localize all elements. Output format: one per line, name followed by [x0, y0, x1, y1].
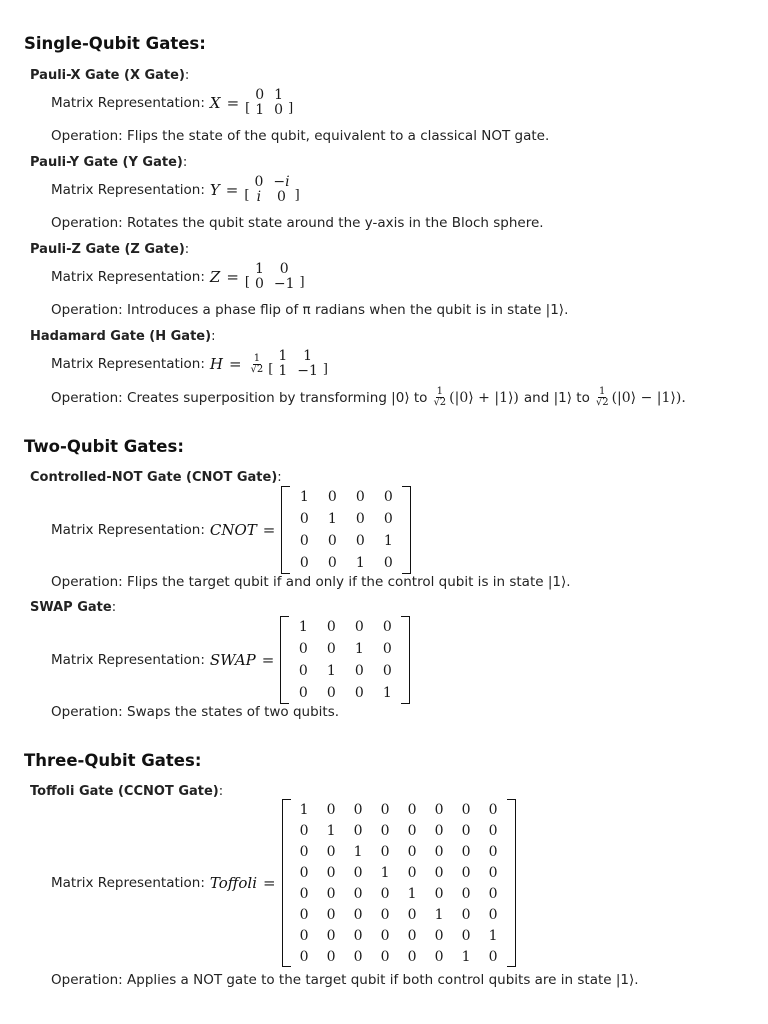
matrix-cell: 0: [326, 864, 336, 881]
frac-numerator: 1: [599, 386, 606, 397]
matrix-cell: 0: [383, 555, 393, 571]
left-bracket: [282, 799, 291, 967]
matrix-cell: 0: [279, 261, 289, 277]
frac-denominator: √2: [250, 363, 264, 375]
matrix-label: Matrix Representation:: [51, 269, 205, 285]
matrix-cell: 1: [326, 663, 336, 679]
matrix-cell: 0: [488, 906, 498, 923]
matrix-row-pauli-y: [51, 175, 300, 205]
equals-sign: =: [262, 521, 276, 539]
matrix-table: [289, 616, 401, 704]
matrix-row: [273, 364, 323, 379]
gate-name-pauli-y: Pauli-Y Gate (Y Gate):: [30, 155, 188, 170]
matrix-row: [291, 841, 507, 862]
matrix-cell: 0: [299, 822, 309, 839]
right-bracket: ]: [322, 362, 328, 377]
matrix-cell: 0: [407, 948, 417, 965]
gate-name-cnot: Controlled-NOT Gate (CNOT Gate):: [30, 470, 282, 485]
matrix-cell: 1: [255, 102, 265, 118]
matrix-cell: 0: [380, 801, 390, 818]
left-bracket: [: [268, 362, 274, 377]
matrix-row: [291, 820, 507, 841]
matrix-cell: 0: [254, 174, 264, 190]
right-bracket: [402, 486, 411, 574]
operation-pauli-x: Operation: Flips the state of the qubit, equivalent to a classical NOT gate.: [51, 128, 550, 144]
matrix-cell: 0: [407, 801, 417, 818]
gate-name-text: Controlled-NOT Gate (CNOT Gate): [30, 470, 278, 485]
matrix-cell: i: [256, 189, 262, 205]
matrix-label: Matrix Representation:: [51, 95, 205, 111]
frac-1: [432, 387, 447, 408]
gate-name-swap: SWAP Gate:: [30, 600, 117, 615]
left-bracket: [280, 616, 289, 704]
matrix-cell: 0: [383, 489, 393, 505]
gate-name-text: Pauli-Y Gate (Y Gate): [30, 155, 183, 170]
matrix-cell: 1: [274, 87, 284, 103]
matrix-row: [291, 925, 507, 946]
operation-text-2: and |1⟩ to: [523, 389, 590, 406]
matrix-pauli-x: [245, 88, 293, 118]
matrix-cnot: [281, 486, 411, 574]
matrix-cell: 0: [380, 822, 390, 839]
matrix-table: [290, 486, 402, 574]
ket-sum: (|0⟩ + |1⟩): [449, 389, 519, 406]
left-bracket: [: [245, 101, 251, 116]
matrix-cell: 0: [274, 102, 284, 118]
matrix-cell: 0: [326, 843, 336, 860]
matrix-cell: 1: [383, 533, 393, 549]
matrix-cell: 0: [461, 822, 471, 839]
matrix-row: [290, 530, 402, 552]
matrix-cell: 0: [380, 885, 390, 902]
hadamard-prefactor: [250, 354, 265, 375]
matrix-row: [291, 799, 507, 820]
frac-numerator: 1: [253, 352, 261, 364]
matrix-cell: 0: [353, 906, 363, 923]
matrix-cell: 1: [461, 948, 471, 965]
matrix-cell: 0: [407, 822, 417, 839]
operation-pauli-z: Operation: Introduces a phase flip of π radians when the qubit is in state |1⟩.: [51, 302, 569, 318]
matrix-cell: 0: [353, 885, 363, 902]
frac-denominator: √2: [433, 397, 447, 408]
left-bracket: [: [244, 188, 250, 203]
matrix-cell: 0: [326, 948, 336, 965]
section-title-single-qubit: Single-Qubit Gates:: [24, 34, 206, 53]
matrix-cell: 1: [354, 641, 364, 657]
matrix-toffoli: [282, 799, 516, 967]
matrix-cell: 0: [299, 511, 309, 527]
matrix-cell: 0: [299, 864, 309, 881]
matrix-cell: 0: [326, 685, 336, 701]
matrix-cell: 0: [299, 948, 309, 965]
matrix-row: [289, 660, 401, 682]
matrix-cell: 0: [488, 843, 498, 860]
matrix-cell: 0: [299, 843, 309, 860]
left-bracket: [: [244, 275, 250, 290]
equals-sign: =: [228, 355, 242, 373]
matrix-row: [291, 862, 507, 883]
matrix-cell: 0: [434, 864, 444, 881]
matrix-cell: 0: [355, 511, 365, 527]
matrix-cell: 0: [382, 619, 392, 635]
matrix-row: [250, 262, 300, 277]
matrix-cell: 0: [382, 641, 392, 657]
matrix-cell: 0: [353, 927, 363, 944]
matrix-cell: 0: [298, 685, 308, 701]
matrix-cell: 0: [383, 511, 393, 527]
right-bracket: [507, 799, 516, 967]
matrix-row-hadamard: [51, 349, 328, 379]
matrix-cell: 0: [298, 641, 308, 657]
matrix-cell: 0: [488, 948, 498, 965]
matrix-label: Matrix Representation:: [51, 652, 205, 668]
gate-name-toffoli: Toffoli Gate (CCNOT Gate):: [30, 784, 224, 799]
matrix-cell: −1: [273, 276, 295, 292]
matrix-cell: 0: [353, 948, 363, 965]
matrix-cell: −1: [297, 363, 318, 379]
matrix-cell: 0: [407, 906, 417, 923]
matrix-cell: 1: [407, 885, 417, 902]
matrix-cell: −i: [273, 174, 290, 190]
gate-name-text: Hadamard Gate (H Gate): [30, 329, 212, 344]
matrix-cell: 0: [380, 906, 390, 923]
matrix-cell: 0: [327, 533, 337, 549]
matrix-label: Matrix Representation:: [51, 356, 205, 372]
matrix-pauli-y: [244, 175, 299, 205]
right-bracket: ]: [288, 101, 294, 116]
matrix-cell: 0: [326, 641, 336, 657]
matrix-table: [250, 88, 288, 118]
matrix-cell: 1: [327, 511, 337, 527]
matrix-row-pauli-z: [51, 262, 305, 292]
gate-symbol: Z: [209, 268, 221, 286]
matrix-cell: 1: [298, 619, 308, 635]
gate-symbol: CNOT: [209, 521, 257, 539]
matrix-cell: 1: [254, 261, 264, 277]
matrix-cell: 0: [434, 885, 444, 902]
matrix-cell: 0: [434, 822, 444, 839]
frac-numerator: 1: [436, 386, 443, 397]
left-bracket: [281, 486, 290, 574]
matrix-cell: 1: [278, 363, 288, 379]
matrix-cell: 0: [355, 489, 365, 505]
gate-name-text: Pauli-Z Gate (Z Gate): [30, 242, 185, 257]
matrix-cell: 0: [255, 87, 265, 103]
matrix-cell: 0: [407, 864, 417, 881]
matrix-cell: 1: [278, 348, 288, 364]
matrix-cell: 0: [434, 948, 444, 965]
gate-symbol: H: [209, 355, 223, 373]
matrix-row: [249, 190, 294, 205]
matrix-cell: 0: [488, 864, 498, 881]
matrix-swap: [280, 616, 410, 704]
matrix-cell: 0: [461, 864, 471, 881]
matrix-table: [291, 799, 507, 967]
matrix-row-toffoli: [51, 799, 516, 967]
matrix-cell: 0: [407, 927, 417, 944]
matrix-cell: 0: [299, 885, 309, 902]
matrix-cell: 1: [434, 906, 444, 923]
matrix-cell: 0: [254, 276, 264, 292]
matrix-cell: 0: [353, 822, 363, 839]
matrix-cell: 0: [355, 533, 365, 549]
gate-name-pauli-z: Pauli-Z Gate (Z Gate):: [30, 242, 190, 257]
matrix-cell: 0: [353, 864, 363, 881]
matrix-row: [250, 103, 288, 118]
matrix-row: [291, 946, 507, 967]
matrix-cell: 0: [326, 619, 336, 635]
operation-toffoli: Operation: Applies a NOT gate to the target qubit if both control qubits are in state |1⟩.: [51, 972, 639, 988]
operation-hadamard: [51, 387, 686, 408]
matrix-cell: 0: [461, 927, 471, 944]
matrix-cell: 0: [407, 843, 417, 860]
matrix-cell: 0: [488, 885, 498, 902]
gate-name-text: Pauli-X Gate (X Gate): [30, 68, 185, 83]
matrix-row: [290, 508, 402, 530]
matrix-table: [273, 349, 323, 379]
right-bracket: [401, 616, 410, 704]
matrix-cell: 0: [277, 189, 286, 205]
matrix-row-swap: [51, 616, 410, 704]
matrix-cell: 0: [434, 927, 444, 944]
matrix-row: [291, 883, 507, 904]
matrix-cell: 1: [299, 489, 309, 505]
matrix-pauli-z: [245, 262, 305, 292]
matrix-table: [249, 175, 294, 205]
matrix-cell: 0: [434, 801, 444, 818]
gate-symbol: X: [209, 94, 221, 112]
matrix-cell: 1: [355, 555, 365, 571]
equals-sign: =: [226, 94, 240, 112]
matrix-cell: 0: [326, 801, 336, 818]
matrix-row: [250, 88, 288, 103]
matrix-cell: 0: [354, 619, 364, 635]
matrix-cell: 0: [354, 685, 364, 701]
right-bracket: ]: [299, 275, 305, 290]
matrix-cell: 0: [326, 885, 336, 902]
matrix-cell: 0: [326, 906, 336, 923]
matrix-cell: 0: [298, 663, 308, 679]
matrix-cell: 0: [434, 843, 444, 860]
matrix-row: [289, 638, 401, 660]
frac-2: [595, 387, 610, 408]
matrix-hadamard: [268, 349, 328, 379]
gate-name-hadamard: Hadamard Gate (H Gate):: [30, 329, 216, 344]
matrix-cell: 1: [303, 348, 313, 364]
operation-text-1: Operation: Creates superposition by transforming |0⟩ to: [51, 389, 428, 406]
matrix-row-cnot: [51, 486, 411, 574]
matrix-cell: 0: [461, 885, 471, 902]
matrix-row: [289, 616, 401, 638]
matrix-row: [291, 904, 507, 925]
matrix-label: Matrix Representation:: [51, 875, 205, 891]
matrix-table: [250, 262, 300, 292]
matrix-row: [289, 682, 401, 704]
matrix-cell: 0: [380, 843, 390, 860]
matrix-row: [290, 486, 402, 508]
equals-sign: =: [263, 874, 276, 892]
gate-name-pauli-x: Pauli-X Gate (X Gate):: [30, 68, 190, 83]
operation-cnot: Operation: Flips the target qubit if and only if the control qubit is in state |1⟩.: [51, 574, 571, 590]
matrix-cell: 0: [488, 822, 498, 839]
frac-denominator: √2: [595, 397, 609, 408]
matrix-row-pauli-x: [51, 88, 293, 118]
matrix-label: Matrix Representation:: [51, 182, 205, 198]
matrix-cell: 0: [326, 927, 336, 944]
equals-sign: =: [261, 651, 275, 669]
section-title-three-qubit: Three-Qubit Gates:: [24, 751, 202, 770]
matrix-cell: 0: [461, 843, 471, 860]
ket-difference: (|0⟩ − |1⟩).: [611, 389, 686, 406]
matrix-cell: 0: [488, 801, 498, 818]
matrix-cell: 0: [461, 801, 471, 818]
matrix-row: [273, 349, 323, 364]
matrix-cell: 0: [380, 927, 390, 944]
matrix-row: [249, 175, 294, 190]
operation-swap: Operation: Swaps the states of two qubits.: [51, 704, 340, 720]
matrix-cell: 0: [299, 555, 309, 571]
gate-name-text: SWAP Gate: [30, 600, 112, 615]
matrix-cell: 1: [382, 685, 392, 701]
gate-symbol: Y: [209, 181, 220, 199]
matrix-cell: 0: [299, 533, 309, 549]
matrix-cell: 0: [382, 663, 392, 679]
equals-sign: =: [226, 268, 239, 286]
matrix-cell: 0: [327, 489, 337, 505]
gate-symbol: SWAP: [209, 651, 256, 669]
matrix-cell: 0: [354, 663, 364, 679]
matrix-cell: 0: [299, 906, 309, 923]
matrix-cell: 1: [380, 864, 390, 881]
matrix-cell: 0: [380, 948, 390, 965]
gate-name-text: Toffoli Gate (CCNOT Gate): [30, 784, 219, 799]
matrix-cell: 0: [353, 801, 363, 818]
matrix-cell: 1: [299, 801, 309, 818]
matrix-cell: 0: [299, 927, 309, 944]
equals-sign: =: [225, 181, 239, 199]
matrix-cell: 1: [353, 843, 363, 860]
matrix-label: Matrix Representation:: [51, 522, 205, 538]
matrix-cell: 1: [326, 822, 336, 839]
matrix-row: [250, 277, 300, 292]
operation-pauli-y: Operation: Rotates the qubit state around the y-axis in the Bloch sphere.: [51, 215, 544, 231]
section-title-two-qubit: Two-Qubit Gates:: [24, 437, 184, 456]
matrix-cell: 0: [461, 906, 471, 923]
matrix-cell: 0: [327, 555, 337, 571]
right-bracket: ]: [294, 188, 300, 203]
gate-symbol: Toffoli: [209, 874, 257, 892]
matrix-row: [290, 552, 402, 574]
matrix-cell: 1: [488, 927, 498, 944]
